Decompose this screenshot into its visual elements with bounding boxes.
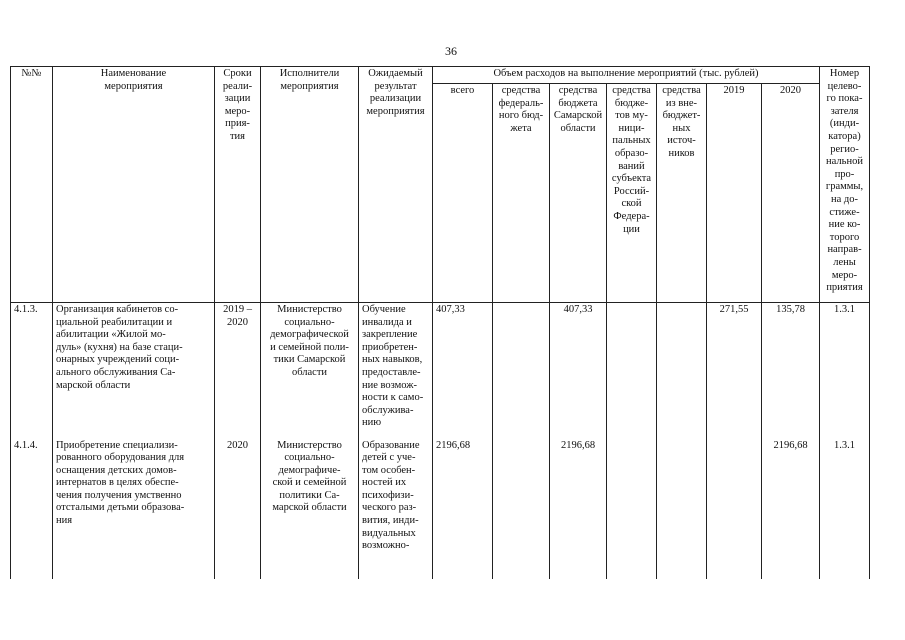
- row-total: 2196,68: [433, 439, 493, 579]
- page-number: 36: [445, 44, 457, 58]
- row-expected: Обучение инвалида и закрепление приобретен- ных навыков, предоставле- ние возмож- ности к само- обслужива- нию: [359, 303, 433, 439]
- header-num: №№: [11, 67, 53, 303]
- row-2020: 135,78: [762, 303, 820, 439]
- row-indicator: 1.3.1: [820, 439, 870, 579]
- row-expected: Образование детей с уче- том особен- ностей их психофизи- ческого раз- вития, инди- видуальных возможно-: [359, 439, 433, 579]
- header-extra: средства из вне- бюджет- ных источ- ников: [657, 84, 707, 303]
- header-regional: средства бюджета Самарской области: [550, 84, 607, 303]
- row-regional: 407,33: [550, 303, 607, 439]
- table-row: [11, 303, 870, 439]
- row-2020: 2196,68: [762, 439, 820, 579]
- header-total: всего: [433, 84, 493, 303]
- header-expected: Ожидаемый результат реализации мероприятия: [359, 67, 433, 303]
- row-regional: 2196,68: [550, 439, 607, 579]
- row-indicator: 1.3.1: [820, 303, 870, 439]
- events-table: [10, 66, 870, 579]
- header-municipal: средства бюдже- тов му- ници- пальных образо- ваний субъекта Россий- ской Федера- ции: [607, 84, 657, 303]
- row-num: 4.1.4.: [11, 439, 53, 579]
- row-executors: Министерство социально- демографиче- ской и семейной политики Са- марской области: [261, 439, 359, 579]
- row-executors: Министерство социально- демографической и семейной поли- тики Самарской области: [261, 303, 359, 439]
- row-terms: 2019 – 2020: [215, 303, 261, 439]
- header-federal: средства федераль- ного бюд- жета: [493, 84, 550, 303]
- row-name: Организация кабинетов со- циальной реабилитации и абилитации «Жилой мо- дуль» (кухня) на базе стаци- онарных учреждений соци- ального обслуживания Са- марской области: [53, 303, 215, 439]
- row-terms: 2020: [215, 439, 261, 579]
- table-row: [11, 439, 870, 579]
- header-terms: Сроки реали- зации меро- прия- тия: [215, 67, 261, 303]
- row-municipal: [607, 303, 657, 439]
- row-name: Приобретение специализи- рованного оборудования для оснащения детских домов- интернатов в целях обеспе- чения получения умственно отсталыми детьми образова- ния: [53, 439, 215, 579]
- row-extra: [657, 439, 707, 579]
- header-2019: 2019: [707, 84, 762, 303]
- header-row-top: [11, 67, 870, 84]
- header-executors: Исполнители мероприятия: [261, 67, 359, 303]
- row-municipal: [607, 439, 657, 579]
- row-2019: [707, 439, 762, 579]
- header-2020: 2020: [762, 84, 820, 303]
- row-federal: [493, 303, 550, 439]
- header-name: Наименование мероприятия: [53, 67, 215, 303]
- row-extra: [657, 303, 707, 439]
- row-num: 4.1.3.: [11, 303, 53, 439]
- row-total: 407,33: [433, 303, 493, 439]
- row-federal: [493, 439, 550, 579]
- header-expenses-group: Объем расходов на выполнение мероприятий (тыс. рублей): [433, 67, 820, 84]
- header-indicator: Номер целево- го пока- зателя (инди- катора) регио- нальной про- граммы, на до- стиже- ние ко- торого направ- лены меро- приятия: [820, 67, 870, 303]
- row-2019: 271,55: [707, 303, 762, 439]
